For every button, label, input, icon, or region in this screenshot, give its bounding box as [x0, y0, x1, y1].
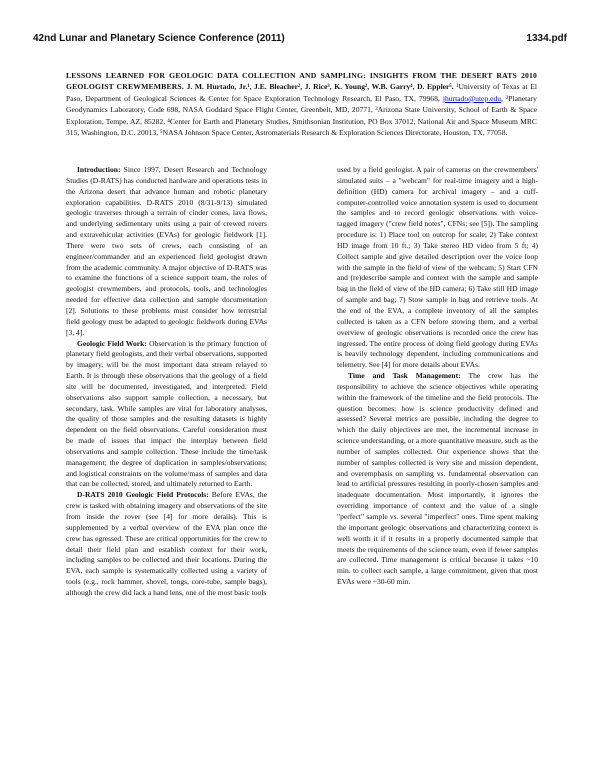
protocols-continued-text: used by a field geologist. A pair of cameras on the crewmembers' simulated suits – a "webcam" for real-time imagery and a high-definition (HD) camera for archival imagery – and a cuff-computer-controlled voice annotation system is used to document the samples and to record geologic observations with voice-tagged imagery ("crew field notes", CFNs; see [5]). The sampling procedure is: 1) Place tool on outcrop for scale; 2) Take context HD image from 10 ft.; 3) Take stereo HD video from 5 ft; 4) Collect sample and give detailed description over the voice loop with the sample in the field of view of the webcam; 5) Start CFN and (re)describe sample and context with the sample and sample bag in the field of view of the HD camera; 6) Take still HD image of sample and bag; 7) Stow sample in bag and retrieve tools. At the end of the EVA, a complete inventory of all the samples collected is taken as a CFN before stowing them, and a verbal overview of geologic observations is recorded once the crew has ingressed. The entire process of doing field geology during EVAs is heavily technology dependent, including communications and telemetry. See [4] for more details about EVAs. [337, 165, 538, 370]
fieldwork-paragraph [66, 339, 267, 491]
page-id: 1334.pdf [526, 33, 567, 44]
protocols-heading: D-RATS 2010 Geologic Field Protocols: [77, 490, 209, 500]
fieldwork-heading: Geologic Field Work: [77, 338, 147, 348]
time-management-text: The crew has the responsibility to achieve the science objectives while operating within the framework of the timeline and the field protocols. The question becomes: how is science productivity defined and assessed? Several metrics are possible, including the degree to which the daily objectives are met, the incremental increase in science understanding, or a more quantitative measure, such as the number of samples collected. Our experience shows that the number of samples collected is very site and mission dependent, and overemphasis on sampling vs. fundamental observation can lead to artificial pressures resulting in poorly-chosen samples and inadequate documentation. Most importantly, it ignores the overriding importance of context and the value of a single "perfect" sample vs. several "imperfect" ones. Time spent making the important geologic observations and characterizing context is well worth it if it results in a properly documented sample that meets the requirements of the science team, even if fewer samples are collected. Time management is critical because it takes ~10 min. to collect each sample, a large commitment, given that most EVAs were ~30-60 min. [337, 371, 539, 587]
conference-header: 42nd Lunar and Planetary Science Conference (2011) [33, 33, 285, 44]
affiliation-1: ¹University of Texas at El Paso, Department of Geological Sciences & Center for Space Exploration Technology Research, El Paso, TX, 79968, [66, 82, 538, 103]
intro-heading: Introduction: [77, 165, 121, 174]
left-column [66, 165, 267, 599]
paper-title: LESSONS LEARNED FOR GEOLOGIC DATA COLLECTION AND SAMPLING: INSIGHTS FROM THE DESERT RATS 2010 GEOLOGIST CREWMEMBERS. [66, 71, 537, 92]
intro-text: Since 1997, Desert Research and Technology Studies (D-RATS) has conducted hardware and operations tests in the Arizona desert that advance human and robotic planetary exploration capabilities. D-RATS 2010 (8/31-9/13) simulated geologic traverses through a terrain of cinder cones, lava flows, and underlying sedimentary units using a pair of crewed rovers and extravehicular activities (EVAs) for geologic fieldwork [1]. There were two sets of crews, each consisting of an engineer/commander and an experienced field geologist drawn from the academic community. A major objective of D-RATS was to examine the functions of a science support team, the roles of geologist crewmembers, and protocols, tools, and technologies needed for effective data collection and sample documentation [2]. Solutions to these problems must consider how terrestrial field geology must be adapted to geologic fieldwork during EVAs [3, 4]. [66, 165, 267, 337]
intro-paragraph [66, 165, 267, 339]
time-management-paragraph [337, 371, 538, 588]
time-management-heading: Time and Task Management: [348, 371, 461, 381]
protocols-paragraph [66, 490, 267, 598]
authors: J. M. Hurtado, Jr.¹, J.E. Bleacher², J. Rice³, K. Young², W.B. Garry⁴, D. Eppler⁵. [186, 82, 454, 92]
protocols-text: Before EVAs, the crew is tasked with obtaining imagery and observations of the site from inside the rover (see [4] for more details). This is supplemented by a verbal overview of the EVA plan once the crew has egressed. These are critical opportunities for the crew to detail their field plan and establish context for their work, including samples to be collected and their locations. During the EVA, each sample is systematically collected using a variety of tools (e.g., rock hammer, shovel, tongs, core-tube, sample bags), although the crew did lack a hand lens, one of the most basic tools [66, 490, 267, 597]
email-link[interactable]: jhurtado@utep.edu [442, 93, 502, 103]
right-column [337, 165, 538, 588]
title-block [66, 70, 537, 138]
protocols-continued-paragraph [337, 165, 538, 371]
affiliation-2: , ²Planetary Geodynamics Laboratory, Code 698, NASA Goddard Space Flight Center, Greenbelt, MD, 20771, ³Arizona State University, School of Earth & Space Exploration, Tempe, AZ, 85282, ⁴Center for Earth and Planetary Studies, Smithsonian Institution, PO Box 37012, National Air and Space Museum MRC 315, Washington, D.C. 20013, ⁵NASA Johnson Space Center, Astromaterials Research & Exploration Sciences Directorate, Houston, TX, 77058. [66, 93, 537, 138]
fieldwork-text: Observation is the primary function of planetary field geologists, and their verbal observations, supported by imagery, will be the most important data stream relayed to Earth. It is through these observations that the geology of a field site will be documented, investigated, and interpreted. Field observations also support sample collection, a necessary, but secondary, task. While samples are vital for laboratory analyses, the quality of those samples and the resulting datasets is highly dependent on the field observations. Careful consideration must be made of issues that impact the interplay between field observations and sample collection. These include the time/task management; the degree of duplication in samples/observations; and logistical constraints on the volume/mass of samples and data that can be collected, stored, and ultimately returned to Earth. [66, 338, 267, 489]
